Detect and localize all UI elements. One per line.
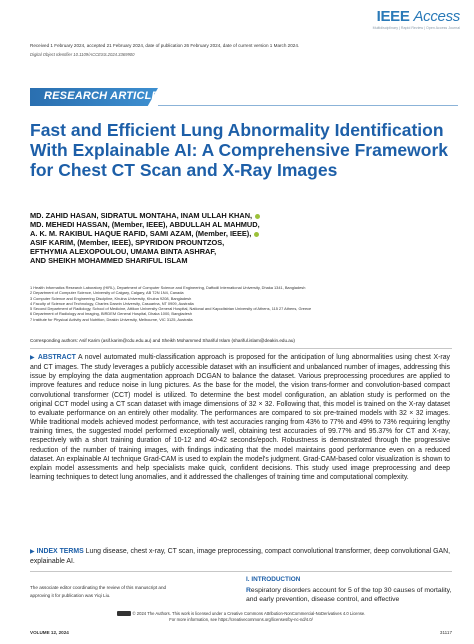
index-terms-text: Lung disease, chest x-ray, CT scan, image preprocessing, compact convolutional transformer, deep convolutional GAN, explainable AI. <box>30 548 450 566</box>
paper-title: Fast and Efficient Lung Abnormality Identification With Explainable AI: A Comprehensive Framework for Chest CT Scan and X-Ray Images <box>30 120 448 180</box>
affiliation: 3 Computer Science and Engineering Discipline, Khulna University, Khulna 9208, Bangladesh <box>30 295 192 301</box>
section-divider <box>30 571 452 572</box>
affiliation: 2 Department of Computer Science, University of Calgary, Calgary, AB T2N 1N4, Canada <box>30 290 184 296</box>
corresponding-authors: Corresponding authors: Asif Karim (asif.karim@cdu.edu.au) and Sheikh Mohammed Shariful Islam (shariful.islam@deakin.edu.au) <box>30 338 295 343</box>
affiliation: 1 Health Informatics Research Laboratory (HIRL), Department of Computer Science and Engineering, Daffodil International University, Dhaka 1341, Bangladesh <box>30 285 306 290</box>
author-list <box>30 211 450 265</box>
license-line: © 2024 The Authors. This work is licensed under a Creative Commons Attribution-NonCommercial-NoDerivatives 4.0 License. <box>132 611 366 616</box>
triangle-bullet-icon: ▶ <box>30 549 35 555</box>
introduction-text <box>246 586 452 604</box>
introduction-heading: I. INTRODUCTION <box>246 576 301 583</box>
index-terms <box>30 547 450 566</box>
article-type-label: RESEARCH ARTICLE <box>44 90 160 102</box>
logo-text: IEEE Access <box>376 8 460 25</box>
abstract <box>30 353 450 482</box>
introduction-body: espiratory disorders account for 5 of the top 30 causes of mortality, and early prevention, disease control, and effective <box>246 587 452 603</box>
footer-volume: VOLUME 12, 2024 <box>30 630 69 635</box>
author-line: MD. MEHEDI HASSAN, (Member, IEEE), ABDULLAH AL MAHMUD, <box>30 220 260 229</box>
logo-tagline: Multidisciplinary | Rapid Review | Open Access Journal <box>372 26 460 30</box>
creative-commons-icon <box>117 611 131 616</box>
affiliation: 6 Department of Radiology and Imaging, BIRDEM General Hospital, Dhaka 1000, Bangladesh <box>30 311 192 317</box>
author-line: A. K. M. RAKIBUL HAQUE RAFID, SAMI AZAM, (Member, IEEE), <box>30 229 450 238</box>
abstract-text: A novel automated multi-classification approach is proposed for the anticipation of lung abnormalities using chest X-ray and CT images. The study leverages a publicly accessible dataset with an insufficient and unbalanced number of images, addressing this issue by employing the data augmentation approach DCGAN to balance the dataset. Various preprocessing procedures are applied to improve features and reduce noise in lung pictures. As the base for the model, the vision trans-former and convolution-based compact convolutional transformer (CCT) model is utilized. To determine the best model configuration, an ablation study is performed on the original CCT model using a CT scan dataset with image dimensions of 32 × 32. Following that, this model is trained on the X-ray dataset to evaluate performance on an entirely other modality. The performances are compared to six pre-trained models with 32 × 32 images. While traditional models achieved modest performance, with test accuracies ranging from 43% to 77% and 49% to 73% requiring lengthy training times, the suggested model performed exceptionally well, obtaining test accuracies of 99.77% and 95.37% for CT and X-ray, respectively with a short training duration of 10-12 and 40-42 seconds/epoch. Robustness is demonstrated through the progressive reduction of the number of training images, with findings indicating that the model maintains good performance even on a reduced dataset. An explainable AI technique Grad-CAM is used to explain the model's judgment. Grad-CAM-based color visualization is shown to explain model assessments and help specialists make quick, confident decisions. This study used image preprocessing and deep learning techniques to detect lung anomalies, and it addressed the challenges of training time and computational complexity. <box>30 354 450 482</box>
author-line: AND SHEIKH MOHAMMED SHARIFUL ISLAM <box>30 256 188 265</box>
journal-logo <box>373 8 460 30</box>
affiliation: 4 Faculty of Science and Technology, Charles Darwin University, Casuarina, NT 0909, Australia <box>30 300 194 306</box>
triangle-bullet-icon: ▶ <box>30 355 36 361</box>
affiliation: 5 Second Department of Radiology, School of Medicine, Attikon University General Hospital, National and Kapodistrian University of Athens, 115 27 Athens, Greece <box>30 306 312 312</box>
author-line: ASIF KARIM, (Member, IEEE), SPYRIDON PROUNTZOS, <box>30 238 225 247</box>
orcid-icon[interactable] <box>254 232 259 237</box>
footnote-line: The associate editor coordinating the review of this manuscript and <box>30 585 167 590</box>
author-line: MD. ZAHID HASAN, SIDRATUL MONTAHA, INAM ULLAH KHAN, <box>30 211 450 220</box>
footer-page-number: 31117 <box>439 630 452 635</box>
license-notice <box>30 611 452 624</box>
dropcap: R <box>246 587 251 594</box>
affiliation: 7 Institute for Physical Activity and Nutrition, Deakin University, Melbourne, VIC 3125, Australia <box>30 316 193 322</box>
doi[interactable]: Digital Object Identifier 10.1109/ACCESS.2024.3369900 <box>30 52 135 57</box>
editor-footnote <box>30 584 230 599</box>
banner-divider <box>158 105 458 106</box>
affiliations <box>30 285 455 322</box>
publication-meta <box>30 43 450 57</box>
section-divider <box>30 348 452 349</box>
received-dates: Received 1 February 2024, accepted 21 February 2024, date of publication 26 February 2024, date of current version 1 March 2024. <box>30 43 300 48</box>
orcid-icon[interactable] <box>255 214 260 219</box>
author-line: EFTHYMIA ALEXOPOULOU, UMAMA BINTA ASHRAF, <box>30 247 217 256</box>
footnote-line: approving it for publication was Yiqi Liu. <box>30 592 111 598</box>
index-terms-label: INDEX TERMS <box>36 548 84 555</box>
abstract-label: ABSTRACT <box>37 354 76 361</box>
license-link[interactable]: For more information, see https://creativecommons.org/licenses/by-nc-nd/4.0/ <box>169 617 313 623</box>
